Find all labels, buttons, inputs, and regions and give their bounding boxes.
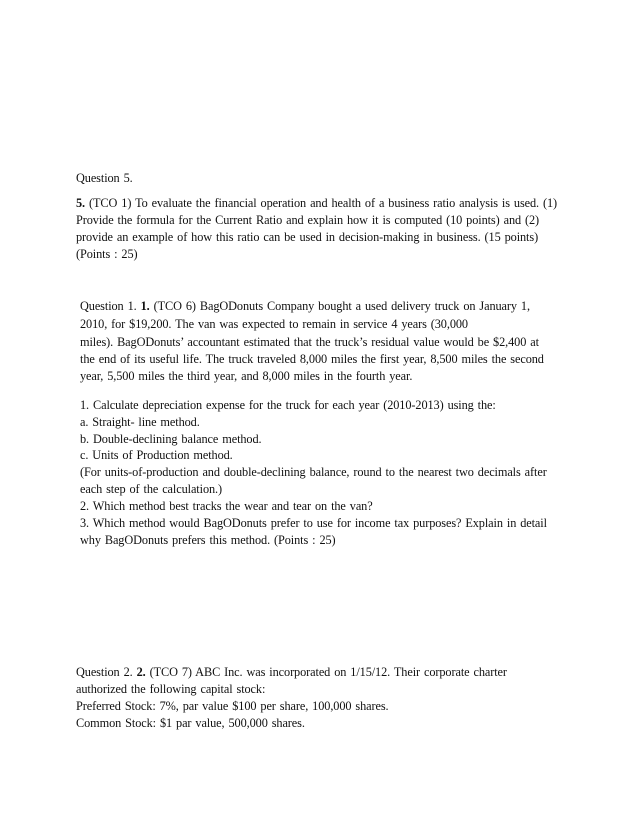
question-1-task: each step of the calculation.)	[80, 482, 223, 496]
question-5-line: Provide the formula for the Current Ratio and explain how it is computed (10 points) and (2)	[76, 213, 540, 227]
question-1-task: 3. Which method would BagODonuts prefer to use for income tax purposes? Explain in detail	[80, 516, 547, 530]
question-5-text: (TCO 1) To evaluate the financial operation and health of a business ratio analysis is used. (1)	[85, 196, 558, 210]
question-2-text: (TCO 7) ABC Inc. was incorporated on 1/15/12. Their corporate charter	[145, 665, 507, 679]
question-1-task: why BagODonuts prefers this method. (Points : 25)	[80, 533, 336, 547]
question-1-line: year, 5,500 miles the third year, and 8,000 miles in the fourth year.	[80, 369, 413, 383]
question-5-points: (Points : 25)	[76, 247, 138, 261]
question-5-line	[76, 195, 557, 211]
question-1-line: 2010, for $19,200. The van was expected to remain in service 4 years (30,000	[80, 317, 468, 331]
question-1-task: (For units-of-production and double-declining balance, round to the nearest two decimals after	[80, 465, 547, 479]
question-5-number: 5.	[76, 196, 86, 210]
question-1-task: 1. Calculate depreciation expense for the truck for each year (2010-2013) using the:	[80, 398, 496, 412]
question-1-number: 1.	[140, 299, 150, 313]
question-1-task: b. Double-declining balance method.	[80, 432, 262, 446]
question-2-line	[76, 664, 507, 680]
question-1-line	[80, 298, 530, 314]
question-2-line: Common Stock: $1 par value, 500,000 shares.	[76, 716, 305, 730]
question-5-line: provide an example of how this ratio can be used in decision-making in business. (15 points)	[76, 230, 539, 244]
question-1-line: the end of its useful life. The truck traveled 8,000 miles the first year, 8,500 miles the second	[80, 352, 544, 366]
question-2-number: 2.	[136, 665, 146, 679]
question-1-prefix: Question 1.	[80, 299, 141, 313]
question-1-task: a. Straight- line method.	[80, 415, 200, 429]
question-2-line: authorized the following capital stock:	[76, 682, 266, 696]
question-5-heading: Question 5.	[76, 171, 133, 185]
question-2-prefix: Question 2.	[76, 665, 137, 679]
question-1-task: 2. Which method best tracks the wear and tear on the van?	[80, 499, 373, 513]
question-1-line: miles). BagODonuts’ accountant estimated that the truck’s residual value would be $2,400 at	[80, 335, 539, 349]
question-1-task: c. Units of Production method.	[80, 448, 233, 462]
question-1-text: (TCO 6) BagODonuts Company bought a used delivery truck on January 1,	[149, 299, 530, 313]
question-2-line: Preferred Stock: 7%, par value $100 per share, 100,000 shares.	[76, 699, 389, 713]
